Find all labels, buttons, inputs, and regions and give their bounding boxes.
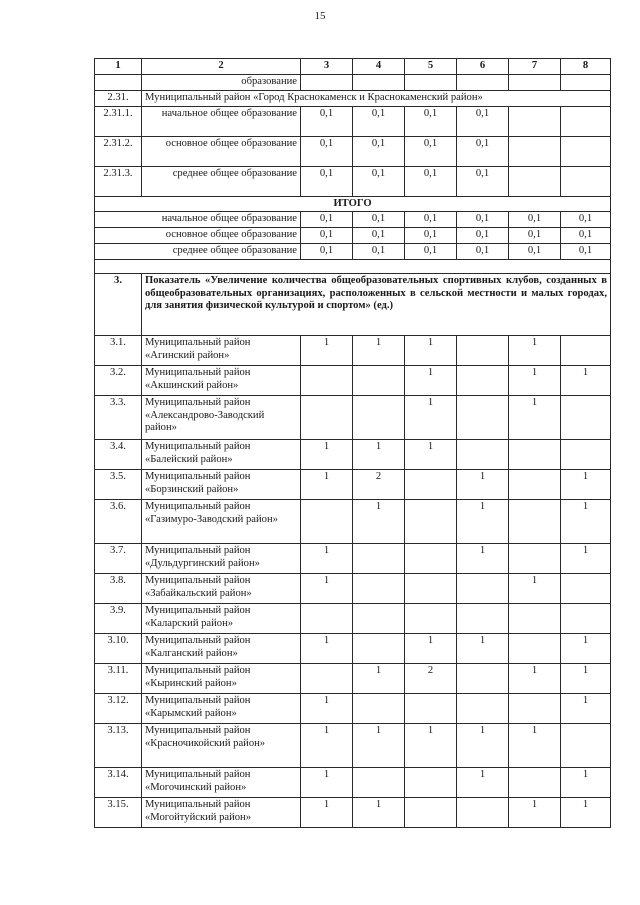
row-number: [95, 74, 142, 90]
value-cell: 1: [561, 500, 611, 544]
value-cell: [353, 74, 405, 90]
value-cell: [561, 724, 611, 768]
value-cell: [457, 798, 509, 828]
value-cell: 0,1: [301, 244, 353, 260]
value-cell: 0,1: [301, 166, 353, 196]
value-cell: [353, 694, 405, 724]
value-cell: [405, 544, 457, 574]
value-cell: 1: [301, 440, 353, 470]
value-cell: [301, 366, 353, 396]
value-cell: [405, 768, 457, 798]
row-name: основное общее образование: [142, 136, 301, 166]
row-number: 2.31.: [95, 90, 142, 106]
row-number: 3.8.: [95, 574, 142, 604]
value-cell: [509, 440, 561, 470]
row-name: среднее общее образование: [142, 166, 301, 196]
value-cell: [301, 500, 353, 544]
value-cell: 1: [301, 336, 353, 366]
column-header: 6: [457, 59, 509, 75]
value-cell: [457, 664, 509, 694]
itogo-data-row: [95, 244, 611, 260]
value-cell: 1: [561, 470, 611, 500]
itogo-title: ИТОГО: [95, 196, 611, 212]
value-cell: 1: [301, 544, 353, 574]
row-number: 2.31.2.: [95, 136, 142, 166]
column-header: 3: [301, 59, 353, 75]
value-cell: 1: [561, 768, 611, 798]
value-cell: 1: [457, 470, 509, 500]
value-cell: 1: [301, 634, 353, 664]
row-number: 3.12.: [95, 694, 142, 724]
value-cell: 0,1: [457, 166, 509, 196]
value-cell: 1: [353, 798, 405, 828]
district-row: [95, 440, 611, 470]
district-name: Муниципальный район «Газимуро-Заводский район»: [142, 500, 301, 544]
indicator-row: [95, 274, 611, 336]
district-row: [95, 470, 611, 500]
district-row: [95, 574, 611, 604]
row-name: Муниципальный район «Город Краснокаменск и Краснокаменский район»: [142, 90, 611, 106]
value-cell: 1: [509, 366, 561, 396]
row-number: 3.1.: [95, 336, 142, 366]
value-cell: [405, 694, 457, 724]
value-cell: 1: [353, 440, 405, 470]
value-cell: 0,1: [405, 136, 457, 166]
value-cell: [561, 574, 611, 604]
district-name: Муниципальный район «Карымский район»: [142, 694, 301, 724]
itogo-name: начальное общее образование: [95, 212, 301, 228]
value-cell: 1: [457, 724, 509, 768]
column-header: 2: [142, 59, 301, 75]
value-cell: 0,1: [509, 228, 561, 244]
table-row: [95, 166, 611, 196]
value-cell: 1: [509, 396, 561, 440]
value-cell: [561, 336, 611, 366]
value-cell: 0,1: [301, 212, 353, 228]
district-row: [95, 366, 611, 396]
value-cell: [405, 604, 457, 634]
value-cell: 0,1: [457, 212, 509, 228]
table-row: [95, 74, 611, 90]
value-cell: 0,1: [405, 106, 457, 136]
value-cell: [457, 694, 509, 724]
row-number: 2.31.1.: [95, 106, 142, 136]
value-cell: [405, 74, 457, 90]
value-cell: 1: [561, 694, 611, 724]
value-cell: 1: [561, 634, 611, 664]
table-row: [95, 106, 611, 136]
value-cell: 0,1: [301, 106, 353, 136]
value-cell: [509, 470, 561, 500]
district-row: [95, 798, 611, 828]
value-cell: 0,1: [353, 106, 405, 136]
value-cell: [509, 136, 561, 166]
row-number: 3.4.: [95, 440, 142, 470]
row-number: 3.10.: [95, 634, 142, 664]
column-header: 5: [405, 59, 457, 75]
district-row: [95, 500, 611, 544]
value-cell: [457, 440, 509, 470]
value-cell: [509, 768, 561, 798]
value-cell: [561, 74, 611, 90]
value-cell: [353, 634, 405, 664]
value-cell: 1: [405, 396, 457, 440]
column-header: 8: [561, 59, 611, 75]
page-number: 15: [314, 10, 326, 22]
value-cell: 0,1: [561, 244, 611, 260]
value-cell: [457, 396, 509, 440]
value-cell: 0,1: [457, 244, 509, 260]
value-cell: [561, 604, 611, 634]
value-cell: 2: [353, 470, 405, 500]
value-cell: [405, 500, 457, 544]
value-cell: [509, 166, 561, 196]
value-cell: 2: [405, 664, 457, 694]
header-row: [95, 59, 611, 75]
value-cell: [353, 574, 405, 604]
value-cell: 1: [509, 574, 561, 604]
district-name: Муниципальный район «Балейский район»: [142, 440, 301, 470]
value-cell: [509, 634, 561, 664]
value-cell: [353, 544, 405, 574]
district-row: [95, 664, 611, 694]
value-cell: [457, 74, 509, 90]
value-cell: 0,1: [509, 244, 561, 260]
district-row: [95, 544, 611, 574]
value-cell: [561, 106, 611, 136]
value-cell: 1: [405, 724, 457, 768]
itogo-name: основное общее образование: [95, 228, 301, 244]
district-name: Муниципальный район «Агинский район»: [142, 336, 301, 366]
value-cell: 0,1: [301, 228, 353, 244]
value-cell: 0,1: [353, 244, 405, 260]
value-cell: [561, 396, 611, 440]
value-cell: 1: [509, 724, 561, 768]
value-cell: [509, 604, 561, 634]
indicator-table: [94, 58, 611, 828]
value-cell: [457, 366, 509, 396]
value-cell: 1: [561, 544, 611, 574]
district-name: Муниципальный район «Борзинский район»: [142, 470, 301, 500]
district-row: [95, 336, 611, 366]
value-cell: 1: [561, 798, 611, 828]
value-cell: 0,1: [457, 228, 509, 244]
value-cell: 1: [301, 768, 353, 798]
value-cell: [509, 74, 561, 90]
district-name: Муниципальный район «Александрово-Заводский район»: [142, 396, 301, 440]
value-cell: [457, 336, 509, 366]
value-cell: 1: [353, 500, 405, 544]
value-cell: [353, 768, 405, 798]
row-number: 3.7.: [95, 544, 142, 574]
value-cell: 0,1: [405, 244, 457, 260]
value-cell: 0,1: [301, 136, 353, 166]
district-name: Муниципальный район «Забайкальский район»: [142, 574, 301, 604]
value-cell: 0,1: [457, 136, 509, 166]
value-cell: 1: [405, 336, 457, 366]
itogo-row: [95, 196, 611, 212]
indicator-number: 3.: [95, 274, 142, 336]
itogo-data-row: [95, 212, 611, 228]
value-cell: [509, 106, 561, 136]
value-cell: [353, 396, 405, 440]
value-cell: 1: [457, 768, 509, 798]
value-cell: 1: [301, 798, 353, 828]
value-cell: 1: [509, 798, 561, 828]
value-cell: 1: [301, 724, 353, 768]
value-cell: 1: [509, 336, 561, 366]
district-name: Муниципальный район «Красночикойский район»: [142, 724, 301, 768]
row-number: 3.3.: [95, 396, 142, 440]
value-cell: 0,1: [405, 212, 457, 228]
value-cell: 1: [509, 664, 561, 694]
indicator-text: Показатель «Увеличение количества общеобразовательных спортивных клубов, созданных в общеобразовательных организациях, расположенных в сельской местности и малых городах, для занятия физической культурой и спортом» (ед.): [142, 274, 611, 336]
itogo-name: среднее общее образование: [95, 244, 301, 260]
value-cell: [353, 604, 405, 634]
value-cell: [561, 136, 611, 166]
district-row: [95, 634, 611, 664]
value-cell: 1: [457, 544, 509, 574]
value-cell: [301, 664, 353, 694]
district-row: [95, 724, 611, 768]
value-cell: [301, 396, 353, 440]
value-cell: 1: [457, 500, 509, 544]
value-cell: [301, 604, 353, 634]
value-cell: [457, 574, 509, 604]
value-cell: 0,1: [561, 212, 611, 228]
value-cell: 1: [301, 574, 353, 604]
value-cell: [509, 500, 561, 544]
district-row: [95, 396, 611, 440]
value-cell: [405, 798, 457, 828]
row-name: начальное общее образование: [142, 106, 301, 136]
row-number: 2.31.3.: [95, 166, 142, 196]
district-name: Муниципальный район «Каларский район»: [142, 604, 301, 634]
district-name: Муниципальный район «Дульдургинский район»: [142, 544, 301, 574]
district-name: Муниципальный район «Кыринский район»: [142, 664, 301, 694]
blank-cell: [95, 260, 611, 274]
value-cell: 1: [353, 664, 405, 694]
value-cell: 1: [457, 634, 509, 664]
value-cell: [561, 440, 611, 470]
value-cell: [405, 574, 457, 604]
column-header: 7: [509, 59, 561, 75]
district-row: [95, 768, 611, 798]
value-cell: [561, 166, 611, 196]
value-cell: 1: [353, 336, 405, 366]
row-number: 3.13.: [95, 724, 142, 768]
row-number: 3.14.: [95, 768, 142, 798]
column-header: 4: [353, 59, 405, 75]
row-name: образование: [142, 74, 301, 90]
value-cell: [457, 604, 509, 634]
value-cell: [301, 74, 353, 90]
district-row: [95, 694, 611, 724]
district-row: [95, 604, 611, 634]
value-cell: 1: [561, 664, 611, 694]
row-number: 3.5.: [95, 470, 142, 500]
spacer-row: [95, 260, 611, 274]
value-cell: 1: [405, 634, 457, 664]
value-cell: 0,1: [561, 228, 611, 244]
value-cell: 0,1: [353, 228, 405, 244]
value-cell: [405, 470, 457, 500]
value-cell: 1: [301, 470, 353, 500]
row-number: 3.6.: [95, 500, 142, 544]
district-name: Муниципальный район «Могочинский район»: [142, 768, 301, 798]
value-cell: 0,1: [457, 106, 509, 136]
value-cell: [353, 366, 405, 396]
value-cell: 0,1: [353, 212, 405, 228]
value-cell: 1: [353, 724, 405, 768]
value-cell: [509, 544, 561, 574]
value-cell: 1: [561, 366, 611, 396]
itogo-data-row: [95, 228, 611, 244]
district-name: Муниципальный район «Могойтуйский район»: [142, 798, 301, 828]
value-cell: 0,1: [405, 228, 457, 244]
row-number: 3.2.: [95, 366, 142, 396]
value-cell: 0,1: [509, 212, 561, 228]
row-number: 3.11.: [95, 664, 142, 694]
district-name: Муниципальный район «Калганский район»: [142, 634, 301, 664]
value-cell: 0,1: [405, 166, 457, 196]
column-header: 1: [95, 59, 142, 75]
value-cell: 0,1: [353, 136, 405, 166]
value-cell: 1: [405, 366, 457, 396]
value-cell: 1: [405, 440, 457, 470]
value-cell: 0,1: [353, 166, 405, 196]
district-name: Муниципальный район «Акшинский район»: [142, 366, 301, 396]
value-cell: [509, 694, 561, 724]
table-row: [95, 136, 611, 166]
table-row: [95, 90, 611, 106]
row-number: 3.9.: [95, 604, 142, 634]
value-cell: 1: [301, 694, 353, 724]
row-number: 3.15.: [95, 798, 142, 828]
